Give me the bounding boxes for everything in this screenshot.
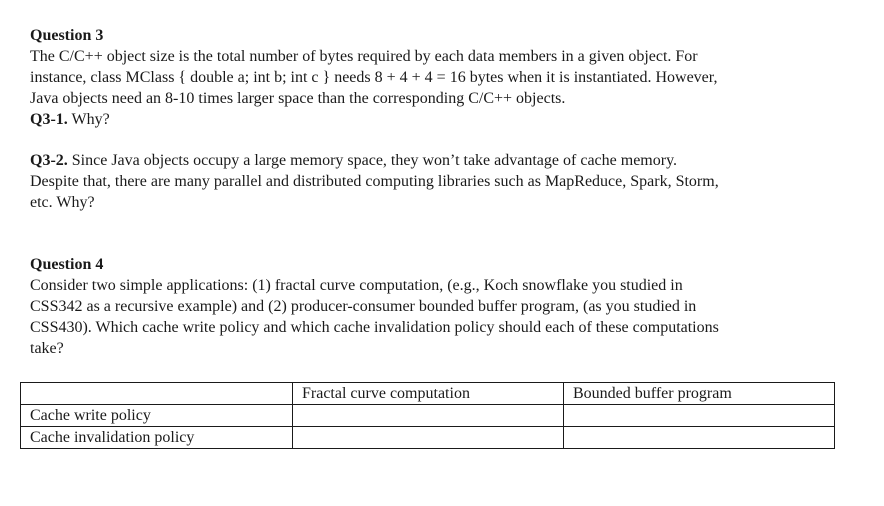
table-header-row	[21, 383, 835, 405]
row-label-cache-invalidation-policy: Cache invalidation policy	[21, 427, 293, 449]
question-4-line-2: CSS342 as a recursive example) and (2) producer-consumer bounded buffer program, (as you studied in	[30, 298, 697, 315]
table-header-cell-empty	[21, 383, 293, 405]
question-4-title: Question 4	[30, 256, 104, 273]
question-3-1-label: Q3-1.	[30, 111, 68, 128]
question-4-line-3: CSS430). Which cache write policy and which cache invalidation policy should each of these computations	[30, 319, 719, 336]
question-3-2-line-1: Since Java objects occupy a large memory space, they won’t take advantage of cache memory.	[67, 152, 678, 169]
question-3-2-label: Q3-2.	[30, 152, 68, 169]
question-4-line-4: take?	[30, 340, 64, 357]
question-3-1-text: Why?	[67, 111, 110, 128]
answer-table	[20, 382, 835, 449]
table-row	[21, 405, 835, 427]
question-3-2	[30, 150, 830, 171]
answer-cell-buffer-write[interactable]	[564, 405, 835, 427]
row-label-cache-write-policy: Cache write policy	[21, 405, 293, 427]
answer-cell-fractal-write[interactable]	[293, 405, 564, 427]
question-3-title: Question 3	[30, 27, 104, 44]
spacer	[30, 130, 830, 150]
table-header-bounded-buffer: Bounded buffer program	[564, 383, 835, 405]
question-3-intro-line-2: instance, class MClass { double a; int b; int c } needs 8 + 4 + 4 = 16 bytes when it is instantiated. However,	[30, 69, 718, 86]
answer-cell-buffer-invalidation[interactable]	[564, 427, 835, 449]
question-3-2-line-3: etc. Why?	[30, 194, 95, 211]
question-3-2-line-2: Despite that, there are many parallel and distributed computing libraries such as MapReduce, Spark, Storm,	[30, 173, 719, 190]
question-4-line-1: Consider two simple applications: (1) fractal curve computation, (e.g., Koch snowflake you studied in	[30, 277, 683, 294]
answer-cell-fractal-invalidation[interactable]	[293, 427, 564, 449]
table-header-fractal: Fractal curve computation	[293, 383, 564, 405]
table-row	[21, 427, 835, 449]
question-3-intro-line-1: The C/C++ object size is the total number of bytes required by each data members in a given object. For	[30, 48, 698, 65]
spacer	[30, 213, 830, 255]
question-3-1	[30, 109, 830, 130]
document-body	[30, 26, 830, 359]
question-3-intro-line-3: Java objects need an 8-10 times larger space than the corresponding C/C++ objects.	[30, 90, 566, 107]
